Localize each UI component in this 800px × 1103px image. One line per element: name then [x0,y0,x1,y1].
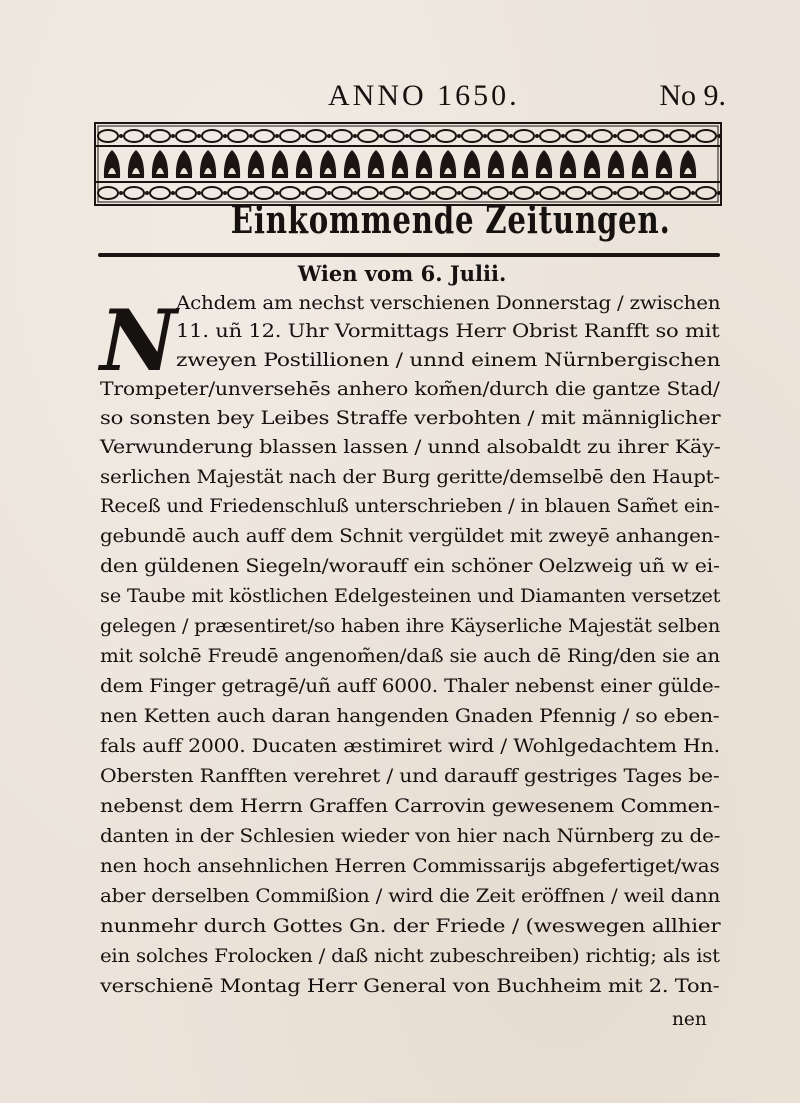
article-line: nen Ketten auch daran hangenden Gnaden Pfennig / so eben- [100,706,720,727]
article-line: Achdem am nechst verschienen Donnerstag / zwischen [176,293,721,314]
article-line: se Taube mit köstlichen Edelgesteinen und Diamanten versetzet [100,586,721,607]
article-line: gebundē auch auff dem Schnit vergüldet mit zweyē anhangen- [100,526,720,547]
article-line: so sonsten bey Leibes Straffe verbohten / mit männiglicher [100,408,721,429]
article-line: aber derselben Commißion / wird die Zeit eröffnen / weil dann [100,886,721,907]
article-line: Verwunderung blassen lassen / unnd alsobaldt zu ihrer Käy- [100,437,721,458]
article-line: den güldenen Siegeln/worauff ein schöner Oelzweig uñ w ei- [100,556,720,577]
article-line: dem Finger getragē/uñ auff 6000. Thaler nebenst einer gülde- [100,676,721,697]
article-line: mit solchē Freudē angenom̃en/daß sie auch dē Ring/den sie an [100,646,720,667]
article-line: nen hoch ansehnlichen Herren Commissarijs abgefertiget/was [100,856,720,877]
catchword: nen [672,1009,707,1030]
issue-number: No 9. [659,79,726,112]
dateline: Wien vom 6. Julii. [297,261,507,286]
article-line: fals auff 2000. Ducaten æstimiret wird / Wohlgedachtem Hn. [100,736,720,757]
article-line: Receß und Friedenschluß unterschrieben / in blauen Sam̃et ein- [100,496,720,517]
article-line: verschienē Montag Herr General von Buchheim mit 2. Ton- [100,976,720,997]
article-line: zweyen Postillionen / unnd einem Nürnbergischen [176,350,721,371]
article-line: danten in der Schlesien wieder von hier nach Nürnberg zu de- [100,826,721,847]
article-line: serlichen Majestät nach der Burg geritte/demselbē den Haupt- [100,467,720,488]
article-line: Obersten Ranfften verehret / und darauff gestriges Tages be- [100,766,720,787]
drop-cap: N [100,291,177,390]
article-line: nunmehr durch Gottes Gn. der Friede / (weswegen allhier [100,916,721,937]
issue-year: ANNO 1650. [328,79,520,112]
article-line: nebenst dem Herrn Graffen Carrovin gewesenem Commen- [100,796,720,817]
article-line: ein solches Frolocken / daß nicht zubeschreiben) richtig; als ist [100,946,720,967]
article-line: 11. uñ 12. Uhr Vormittags Herr Obrist Ranfft so mit [176,321,720,342]
newspaper-title: Einkommende Zeitungen. [230,197,671,242]
article-line: gelegen / præsentiret/so haben ihre Käyserliche Majestät selben [100,616,721,637]
article-line: Trompeter/unversehēs anhero kom̃en/durch die gantze Stad/ [100,379,720,400]
